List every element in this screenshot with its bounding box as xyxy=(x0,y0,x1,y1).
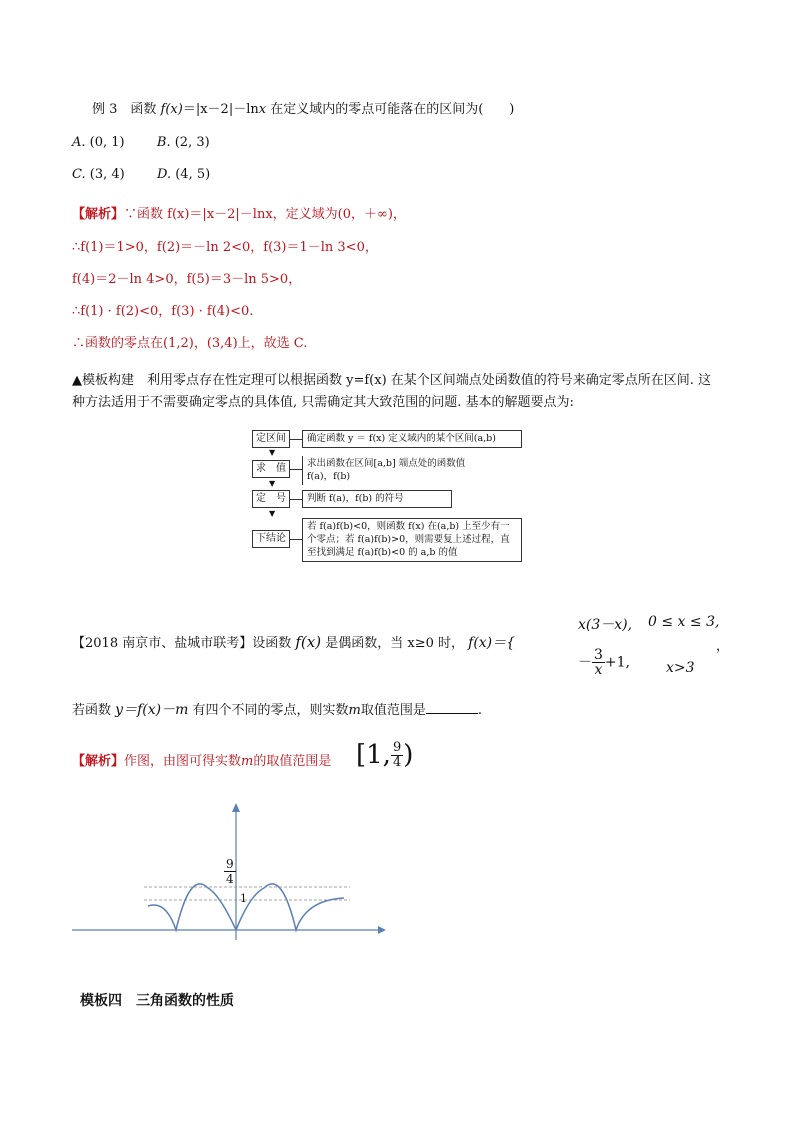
variant-text-2: 是偶函数，当 x≥0 时， xyxy=(325,636,464,651)
flow-arrow-down: ▼ xyxy=(269,509,276,518)
variant-3-line-1 xyxy=(72,632,515,654)
line2-end: . xyxy=(477,703,482,718)
flow-step-4-label: 下结论 xyxy=(252,530,290,548)
range-expression xyxy=(356,740,413,770)
variant-text-1: 设函数 xyxy=(252,636,292,651)
solution-1-text-1: ∵函数 f(x)＝|x－2|－lnx，定义域为(0，＋∞)， xyxy=(124,207,406,222)
line2-expr: y＝f(x)－m xyxy=(115,702,189,718)
fx-expression: ＝|x－2|－ln xyxy=(182,102,259,117)
trailing-comma: ， xyxy=(716,639,730,654)
case-2-rest: +1, xyxy=(604,654,631,671)
flow-connector xyxy=(290,499,302,500)
variant-3-line-2 xyxy=(72,700,482,721)
label-one: 1 xyxy=(240,892,247,905)
solution-1-line-4: ∴f(1) · f(2)<0，f(3) · f(4)<0. xyxy=(72,304,254,319)
solution-1-line-3: f(4)＝2－ln 4>0，f(5)＝3－ln 5>0， xyxy=(72,272,302,287)
options-row-2 xyxy=(72,165,210,185)
range-right: ) xyxy=(403,740,414,770)
piecewise-case-1-expr: x(3－x), xyxy=(578,617,633,633)
label-nine-fourths xyxy=(224,857,236,886)
flow-arrow-down: ▼ xyxy=(269,448,276,457)
solution-2-line xyxy=(72,752,331,772)
option-b-label: B. xyxy=(156,135,171,150)
option-d-value: (4, 5) xyxy=(175,167,211,182)
option-c-value: (3, 4) xyxy=(89,167,125,182)
option-b-value: (2, 3) xyxy=(174,135,210,150)
piecewise-case-2-cond: x>3 xyxy=(666,660,695,676)
flow-connector xyxy=(290,439,302,440)
solution-2-tag: 【解析】 xyxy=(72,754,125,769)
question-text: 在定义域内的零点可能落在的区间为( ) xyxy=(270,102,515,117)
solution-1-line-1 xyxy=(72,205,406,225)
fraction-numerator: 3 xyxy=(594,647,603,663)
piecewise-case-1-cond: 0 ≤ x ≤ 3, xyxy=(648,614,720,630)
line2-m: m xyxy=(348,703,361,718)
flow-step-2-label: 求 值 xyxy=(252,460,290,478)
flow-step-4-text: 若 f(a)f(b)<0，则函数 f(x) 在(a,b) 上至少有一个零点；若 f(a)f(b)>0，则需要复上述过程，直至找到满足 f(a)f(b)<0 的 a,b 的值 xyxy=(302,518,522,562)
flow-step-3-label: 定 号 xyxy=(252,490,290,508)
line2-text-c: 取值范围是 xyxy=(360,703,426,718)
nine-fourths-den: 4 xyxy=(226,872,234,886)
range-fraction xyxy=(391,741,403,770)
solution-1-line-2: ∴f(1)＝1>0，f(2)＝－ln 2<0，f(3)＝1－ln 3<0， xyxy=(72,240,378,255)
range-denominator: 4 xyxy=(392,754,402,770)
nine-fourths-fraction xyxy=(224,857,236,886)
flow-connector xyxy=(290,539,302,540)
flow-step-1-label: 定区间 xyxy=(252,430,290,448)
flow-step-3-text: 判断 f(a)，f(b) 的符号 xyxy=(302,490,452,508)
y-axis-arrow xyxy=(232,803,240,812)
line2-text-b: 有四个不同的零点，则实数 xyxy=(192,703,349,718)
example-label: 例 3 函数 xyxy=(92,102,157,117)
answer-blank[interactable] xyxy=(426,701,478,714)
range-numerator: 9 xyxy=(392,739,402,755)
solution-2-m: m xyxy=(241,754,254,769)
minus-sign: － xyxy=(578,654,592,671)
solution-2-text-2: 的取值范围是 xyxy=(253,754,332,769)
variant-fx: f(x) xyxy=(295,633,322,651)
variant-fx-piecewise: f(x)＝{ xyxy=(468,635,516,651)
piecewise-case-2-expr xyxy=(578,648,630,677)
flow-arrow-down: ▼ xyxy=(269,479,276,488)
solution-2-text: 作图，由图可得实数 xyxy=(124,754,242,769)
option-a-value: (0, 1) xyxy=(89,135,125,150)
fx-symbol: f(x) xyxy=(160,102,183,117)
section-title: 模板四 三角函数的性质 xyxy=(80,993,234,1009)
solution-1-line-5: ∴函数的零点在(1,2)，(3,4)上，故选 C. xyxy=(72,336,308,351)
example-3-question xyxy=(92,100,514,120)
option-a-label: A. xyxy=(72,135,86,150)
template-paragraph: ▲模板构建 利用零点存在性定理可以根据函数 y=f(x) 在某个区间端点处函数值的符号来确定零点所在区间. 这种方法适用于不需要确定零点的具体值, 只需确定其大致范围的问题. 基本的解题要点为: xyxy=(72,373,712,410)
x-symbol: x xyxy=(258,102,267,117)
line2-text-a: 若函数 xyxy=(72,703,112,718)
flow-connector xyxy=(290,469,302,470)
nine-fourths-num: 9 xyxy=(226,857,234,871)
option-d-label: D. xyxy=(157,167,172,182)
fraction-3-over-x xyxy=(592,648,605,677)
variant-source: 【2018 南京市、盐城市联考】 xyxy=(72,636,253,651)
fraction-denominator: x xyxy=(594,662,603,678)
option-c-label: C. xyxy=(72,167,86,182)
x-axis-arrow xyxy=(378,926,386,934)
flowchart xyxy=(252,430,532,565)
range-left: [1, xyxy=(356,740,391,770)
options-row-1 xyxy=(72,133,210,153)
curve xyxy=(148,884,344,930)
flow-step-1-text: 确定函数 y ＝ f(x) 定义域内的某个区间(a,b) xyxy=(302,430,522,448)
flow-step-2-text: 求出函数在区间[a,b] 端点处的函数值 f(a)，f(b) xyxy=(302,456,481,485)
solution-tag: 【解析】 xyxy=(72,207,125,222)
